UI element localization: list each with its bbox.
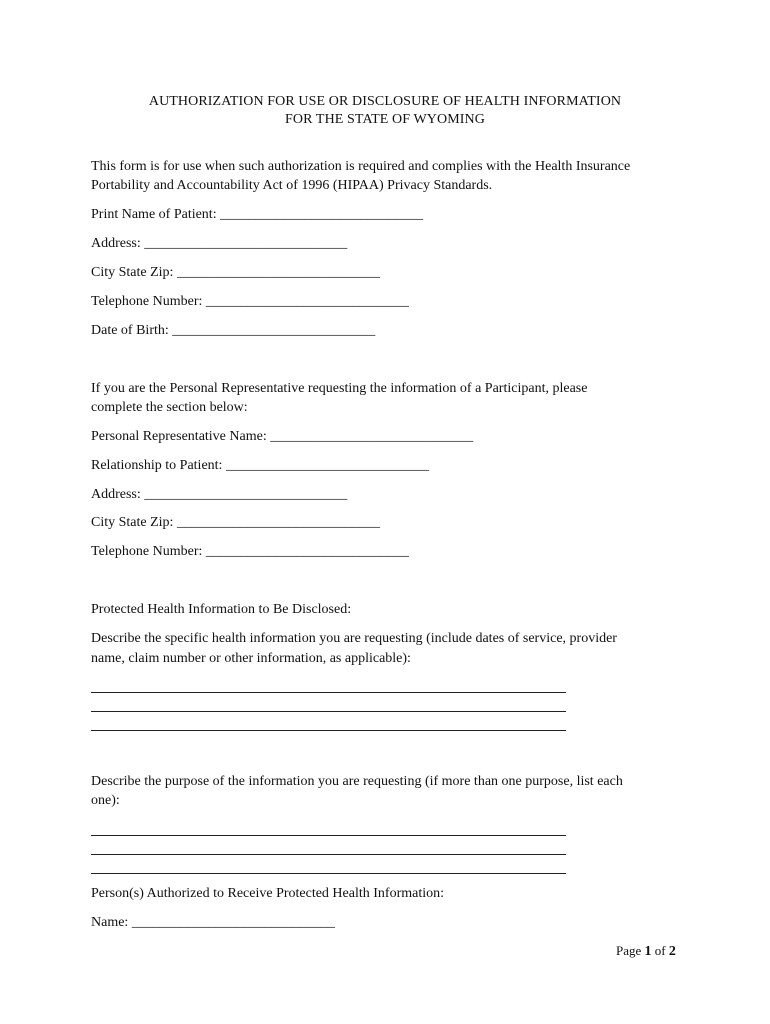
purpose-blank-line[interactable] [91, 873, 566, 874]
representative-name-field[interactable] [91, 429, 473, 445]
patient-name-field[interactable] [91, 207, 423, 223]
purpose-describe-line1: Describe the purpose of the information you are requesting (if more than one purpose, list each [91, 774, 623, 789]
patient-telephone-blank[interactable]: _____________________________ [205, 294, 409, 309]
representative-name-blank[interactable]: _____________________________ [270, 429, 474, 444]
form-title-line1: AUTHORIZATION FOR USE OR DISCLOSURE OF HEALTH INFORMATION [148, 94, 622, 109]
recipient-name-label: Name: [91, 915, 129, 930]
patient-address-field[interactable] [91, 236, 347, 252]
representative-address-field[interactable] [91, 487, 347, 503]
representative-telephone-label: Telephone Number: [91, 544, 203, 559]
patient-city-state-zip-label: City State Zip: [91, 265, 174, 280]
page-current: 1 [644, 944, 652, 959]
patient-telephone-field[interactable] [91, 294, 409, 310]
phi-info-blank-line[interactable] [91, 692, 566, 693]
recipient-name-blank[interactable]: _____________________________ [131, 915, 335, 930]
representative-city-state-zip-field[interactable] [91, 515, 380, 531]
page-total: 2 [668, 944, 676, 959]
patient-dob-label: Date of Birth: [91, 323, 169, 338]
representative-telephone-field[interactable] [91, 544, 409, 560]
representative-address-blank[interactable]: _____________________________ [144, 487, 348, 502]
page-number [616, 943, 676, 960]
patient-name-label: Print Name of Patient: [91, 207, 217, 222]
patient-address-blank[interactable]: _____________________________ [144, 236, 348, 251]
representative-city-state-zip-blank[interactable]: _____________________________ [176, 515, 380, 530]
representative-address-label: Address: [91, 487, 141, 502]
relationship-field[interactable] [91, 458, 429, 474]
phi-info-blank-line[interactable] [91, 730, 566, 731]
recipient-name-field[interactable] [91, 915, 335, 931]
representative-city-state-zip-label: City State Zip: [91, 515, 174, 530]
relationship-blank[interactable]: _____________________________ [225, 458, 429, 473]
purpose-describe-line2: one): [91, 793, 120, 808]
purpose-blank-line[interactable] [91, 854, 566, 855]
intro-text-line1: This form is for use when such authorization is required and complies with the Health Insurance [91, 159, 631, 174]
phi-info-blank-line[interactable] [91, 711, 566, 712]
representative-telephone-blank[interactable]: _____________________________ [205, 544, 409, 559]
patient-dob-blank[interactable]: _____________________________ [172, 323, 376, 338]
purpose-blank-line[interactable] [91, 835, 566, 836]
intro-text-line2: Portability and Accountability Act of 1996 (HIPAA) Privacy Standards. [91, 178, 493, 193]
patient-address-label: Address: [91, 236, 141, 251]
phi-describe-line2: name, claim number or other information, as applicable): [91, 651, 411, 666]
relationship-label: Relationship to Patient: [91, 458, 223, 473]
representative-instruction-line2: complete the section below: [91, 400, 248, 415]
representative-instruction-line1: If you are the Personal Representative requesting the information of a Participant, please [91, 381, 588, 396]
representative-name-label: Personal Representative Name: [91, 429, 267, 444]
authorized-heading: Person(s) Authorized to Receive Protected Health Information: [91, 886, 445, 901]
patient-city-state-zip-blank[interactable]: _____________________________ [176, 265, 380, 280]
patient-telephone-label: Telephone Number: [91, 294, 203, 309]
phi-describe-line1: Describe the specific health information you are requesting (include dates of service, provider [91, 631, 617, 646]
page-word: Page [616, 943, 642, 958]
form-title-line2: FOR THE STATE OF WYOMING [285, 112, 485, 127]
phi-heading: Protected Health Information to Be Disclosed: [91, 602, 352, 617]
patient-city-state-zip-field[interactable] [91, 265, 380, 281]
of-word: of [654, 943, 666, 958]
patient-name-blank[interactable]: _____________________________ [220, 207, 424, 222]
patient-dob-field[interactable] [91, 323, 375, 339]
